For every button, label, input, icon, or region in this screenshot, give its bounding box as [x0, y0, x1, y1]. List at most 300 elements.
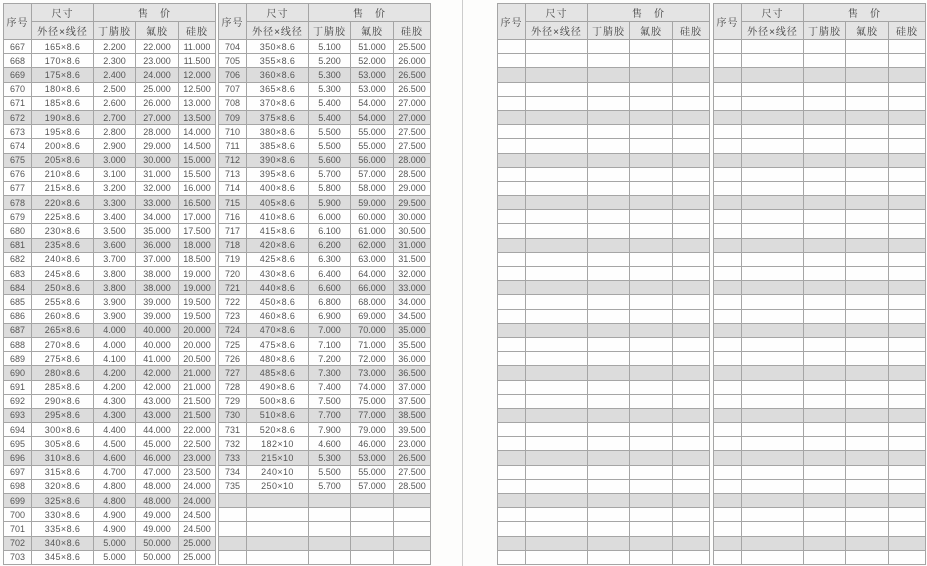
cell-serial [714, 366, 742, 380]
cell-price-fkm [846, 281, 889, 295]
cell-price-nbr: 4.600 [94, 451, 136, 465]
table-row [714, 153, 926, 167]
cell-price-fkm [630, 40, 673, 54]
cell-serial [714, 479, 742, 493]
cell-size: 220×8.6 [32, 196, 94, 210]
cell-price-silicone [889, 380, 926, 394]
table-row [498, 408, 710, 422]
cell-price-fkm: 38.000 [136, 267, 179, 281]
cell-price-fkm [846, 125, 889, 139]
cell-serial: 696 [4, 451, 32, 465]
cell-size: 255×8.6 [32, 295, 94, 309]
cell-price-nbr: 2.700 [94, 110, 136, 124]
cell-price-nbr: 7.900 [309, 423, 351, 437]
table-row [714, 309, 926, 323]
cell-serial: 672 [4, 110, 32, 124]
cell-price-silicone [673, 125, 710, 139]
cell-serial: 692 [4, 394, 32, 408]
table-row [219, 68, 431, 82]
table-row [714, 40, 926, 54]
table-row [498, 323, 710, 337]
cell-size [742, 210, 804, 224]
cell-price-fkm [630, 167, 673, 181]
cell-price-silicone: 28.000 [394, 153, 431, 167]
table-row [714, 408, 926, 422]
cell-price-silicone: 21.500 [179, 408, 216, 422]
cell-size [526, 352, 588, 366]
cell-serial [714, 96, 742, 110]
cell-serial: 693 [4, 408, 32, 422]
cell-size [526, 536, 588, 550]
cell-serial [498, 423, 526, 437]
cell-price-nbr [588, 465, 630, 479]
cell-serial [714, 68, 742, 82]
cell-serial [498, 181, 526, 195]
table-row [498, 352, 710, 366]
cell-serial: 712 [219, 153, 247, 167]
cell-price-fkm: 49.000 [136, 522, 179, 536]
cell-price-silicone: 37.000 [394, 380, 431, 394]
cell-serial: 704 [219, 40, 247, 54]
table-row [4, 380, 216, 394]
cell-price-silicone [673, 451, 710, 465]
cell-serial: 730 [219, 408, 247, 422]
cell-price-nbr: 4.900 [94, 522, 136, 536]
cell-size: 195×8.6 [32, 125, 94, 139]
cell-serial [714, 153, 742, 167]
cell-size [742, 309, 804, 323]
table-row [498, 167, 710, 181]
table-row [714, 352, 926, 366]
cell-price-silicone [889, 110, 926, 124]
cell-serial [498, 196, 526, 210]
cell-size: 500×8.6 [247, 394, 309, 408]
cell-price-silicone [673, 238, 710, 252]
cell-price-nbr: 4.800 [94, 479, 136, 493]
cell-price-silicone: 16.000 [179, 181, 216, 195]
cell-price-nbr [309, 522, 351, 536]
cell-price-nbr: 6.000 [309, 210, 351, 224]
cell-price-nbr: 4.700 [94, 465, 136, 479]
cell-price-silicone: 27.000 [394, 110, 431, 124]
cell-price-silicone: 23.000 [394, 437, 431, 451]
cell-price-silicone [673, 139, 710, 153]
cell-serial: 717 [219, 224, 247, 238]
table-row [714, 337, 926, 351]
cell-price-silicone: 21.500 [179, 394, 216, 408]
cell-price-silicone: 35.000 [394, 323, 431, 337]
cell-price-silicone [394, 508, 431, 522]
cell-price-silicone: 11.500 [179, 54, 216, 68]
header-serial: 序号 [219, 4, 247, 40]
cell-price-silicone [673, 522, 710, 536]
cell-size [742, 522, 804, 536]
cell-size: 245×8.6 [32, 267, 94, 281]
cell-price-fkm [846, 82, 889, 96]
cell-price-nbr [804, 281, 846, 295]
header-nbr-column: 丁腈胶 [309, 22, 351, 40]
table-row [4, 309, 216, 323]
table-row [714, 82, 926, 96]
cell-price-fkm [846, 451, 889, 465]
cell-price-fkm [630, 465, 673, 479]
cell-size [526, 366, 588, 380]
cell-price-fkm: 53.000 [351, 68, 394, 82]
cell-price-fkm: 41.000 [136, 352, 179, 366]
cell-serial: 679 [4, 210, 32, 224]
cell-price-silicone: 20.500 [179, 352, 216, 366]
cell-price-silicone [889, 40, 926, 54]
cell-price-nbr: 7.200 [309, 352, 351, 366]
table-row [219, 281, 431, 295]
cell-size [742, 536, 804, 550]
cell-serial: 711 [219, 139, 247, 153]
cell-price-nbr [804, 125, 846, 139]
cell-size [526, 451, 588, 465]
cell-serial [498, 96, 526, 110]
cell-size [742, 281, 804, 295]
header-nbr-column: 丁腈胶 [588, 22, 630, 40]
cell-price-nbr [804, 423, 846, 437]
cell-price-nbr: 4.100 [94, 352, 136, 366]
table-body [4, 40, 216, 565]
cell-price-silicone [673, 366, 710, 380]
cell-serial [498, 40, 526, 54]
cell-size [247, 494, 309, 508]
cell-serial [714, 196, 742, 210]
cell-price-nbr [804, 408, 846, 422]
cell-price-silicone: 26.500 [394, 82, 431, 96]
cell-price-nbr [588, 181, 630, 195]
header-serial: 序号 [4, 4, 32, 40]
cell-size: 250×10 [247, 479, 309, 493]
cell-size: 275×8.6 [32, 352, 94, 366]
table-row [4, 323, 216, 337]
cell-serial: 680 [4, 224, 32, 238]
table-row [4, 550, 216, 564]
cell-price-fkm: 53.000 [351, 451, 394, 465]
table-row [219, 380, 431, 394]
cell-price-silicone [673, 479, 710, 493]
table-body [498, 40, 710, 565]
cell-price-fkm [846, 522, 889, 536]
table-row [714, 366, 926, 380]
cell-size: 170×8.6 [32, 54, 94, 68]
table-row [714, 508, 926, 522]
table-row [714, 210, 926, 224]
cell-price-fkm: 66.000 [351, 281, 394, 295]
cell-price-nbr: 6.800 [309, 295, 351, 309]
cell-price-nbr: 3.100 [94, 167, 136, 181]
cell-price-nbr [804, 323, 846, 337]
cell-size: 345×8.6 [32, 550, 94, 564]
cell-size [526, 153, 588, 167]
cell-price-nbr: 5.500 [309, 465, 351, 479]
cell-serial: 698 [4, 479, 32, 493]
cell-price-nbr [588, 479, 630, 493]
table-row [4, 167, 216, 181]
cell-price-fkm: 43.000 [136, 408, 179, 422]
cell-price-nbr [588, 196, 630, 210]
cell-serial: 676 [4, 167, 32, 181]
cell-price-fkm: 61.000 [351, 224, 394, 238]
cell-serial: 685 [4, 295, 32, 309]
cell-serial [714, 550, 742, 564]
cell-price-fkm [630, 110, 673, 124]
cell-price-nbr [804, 465, 846, 479]
table-row [714, 181, 926, 195]
cell-price-fkm [630, 96, 673, 110]
cell-price-nbr: 5.400 [309, 96, 351, 110]
cell-size: 365×8.6 [247, 82, 309, 96]
cell-serial [498, 366, 526, 380]
cell-price-nbr: 6.600 [309, 281, 351, 295]
cell-price-nbr [804, 536, 846, 550]
cell-serial [714, 508, 742, 522]
cell-price-fkm: 72.000 [351, 352, 394, 366]
cell-price-silicone [889, 494, 926, 508]
cell-size: 240×10 [247, 465, 309, 479]
cell-price-nbr [588, 394, 630, 408]
cell-serial [219, 536, 247, 550]
table-row [4, 479, 216, 493]
cell-price-nbr [804, 167, 846, 181]
cell-size [526, 252, 588, 266]
cell-price-silicone [889, 167, 926, 181]
price-table-1 [3, 3, 216, 565]
header-size-spec: 外径×线径 [32, 22, 94, 40]
cell-size: 230×8.6 [32, 224, 94, 238]
cell-price-silicone: 24.500 [179, 522, 216, 536]
cell-price-nbr: 7.700 [309, 408, 351, 422]
table-row [498, 295, 710, 309]
table-row [714, 479, 926, 493]
header-nbr-column: 丁腈胶 [804, 22, 846, 40]
table-row [498, 267, 710, 281]
cell-serial [498, 267, 526, 281]
cell-price-fkm: 30.000 [136, 153, 179, 167]
table-row [498, 125, 710, 139]
table-row [498, 68, 710, 82]
cell-price-fkm: 29.000 [136, 139, 179, 153]
table-row [714, 451, 926, 465]
cell-price-fkm [630, 252, 673, 266]
table-row [219, 267, 431, 281]
cell-serial: 710 [219, 125, 247, 139]
cell-size [742, 224, 804, 238]
cell-price-nbr: 5.400 [309, 110, 351, 124]
cell-price-silicone [673, 394, 710, 408]
price-table-4 [713, 3, 926, 565]
cell-price-silicone: 37.500 [394, 394, 431, 408]
cell-price-fkm: 51.000 [351, 40, 394, 54]
cell-price-silicone [673, 210, 710, 224]
cell-size: 415×8.6 [247, 224, 309, 238]
cell-serial: 674 [4, 139, 32, 153]
table-row [219, 40, 431, 54]
cell-price-nbr: 2.600 [94, 96, 136, 110]
cell-price-fkm [351, 536, 394, 550]
cell-size: 185×8.6 [32, 96, 94, 110]
cell-price-nbr [804, 267, 846, 281]
cell-price-fkm: 49.000 [136, 508, 179, 522]
cell-price-silicone: 15.500 [179, 167, 216, 181]
cell-serial: 703 [4, 550, 32, 564]
cell-size: 215×10 [247, 451, 309, 465]
cell-serial [714, 380, 742, 394]
table-row [714, 394, 926, 408]
cell-serial: 731 [219, 423, 247, 437]
cell-price-silicone: 26.000 [394, 54, 431, 68]
cell-size [742, 139, 804, 153]
cell-size [742, 479, 804, 493]
cell-price-nbr [588, 210, 630, 224]
table-row [219, 54, 431, 68]
cell-price-fkm: 45.000 [136, 437, 179, 451]
cell-serial [714, 423, 742, 437]
cell-serial [498, 224, 526, 238]
cell-price-fkm: 63.000 [351, 252, 394, 266]
cell-serial [498, 479, 526, 493]
cell-price-fkm [846, 167, 889, 181]
cell-size [526, 337, 588, 351]
cell-price-fkm: 60.000 [351, 210, 394, 224]
cell-size [742, 437, 804, 451]
cell-price-nbr [588, 167, 630, 181]
cell-price-silicone [673, 437, 710, 451]
table-row [498, 394, 710, 408]
cell-price-fkm [846, 394, 889, 408]
cell-price-nbr [804, 352, 846, 366]
cell-price-nbr: 5.300 [309, 68, 351, 82]
table-row [714, 139, 926, 153]
cell-price-fkm: 50.000 [136, 536, 179, 550]
cell-size: 180×8.6 [32, 82, 94, 96]
cell-serial: 677 [4, 181, 32, 195]
table-row [498, 54, 710, 68]
cell-price-nbr [804, 196, 846, 210]
cell-price-nbr [588, 323, 630, 337]
table-row [219, 437, 431, 451]
header-silicone-column: 硅胶 [179, 22, 216, 40]
cell-size: 240×8.6 [32, 252, 94, 266]
table-row [4, 408, 216, 422]
cell-price-fkm: 68.000 [351, 295, 394, 309]
table-row [4, 40, 216, 54]
cell-price-nbr [804, 309, 846, 323]
cell-serial [498, 494, 526, 508]
cell-price-fkm: 56.000 [351, 153, 394, 167]
cell-price-silicone [889, 68, 926, 82]
cell-price-nbr [804, 82, 846, 96]
table-row [714, 196, 926, 210]
cell-price-nbr: 3.700 [94, 252, 136, 266]
cell-price-nbr: 7.400 [309, 380, 351, 394]
table-row [4, 125, 216, 139]
header-price-group: 售 价 [588, 4, 710, 22]
cell-price-fkm [351, 550, 394, 564]
cell-size [526, 408, 588, 422]
cell-price-silicone [889, 252, 926, 266]
cell-size: 260×8.6 [32, 309, 94, 323]
cell-price-fkm [630, 224, 673, 238]
cell-price-fkm: 62.000 [351, 238, 394, 252]
cell-size [742, 54, 804, 68]
table-row [498, 494, 710, 508]
table-row [219, 494, 431, 508]
cell-price-fkm [846, 68, 889, 82]
cell-size [742, 323, 804, 337]
cell-price-nbr [588, 408, 630, 422]
cell-serial: 683 [4, 267, 32, 281]
table-row [219, 451, 431, 465]
cell-serial: 729 [219, 394, 247, 408]
cell-price-fkm [630, 295, 673, 309]
cell-serial [714, 40, 742, 54]
header-nbr-column: 丁腈胶 [94, 22, 136, 40]
cell-price-nbr: 6.200 [309, 238, 351, 252]
header-fkm-column: 氟胶 [630, 22, 673, 40]
cell-size: 300×8.6 [32, 423, 94, 437]
cell-price-nbr: 3.800 [94, 267, 136, 281]
cell-price-fkm [846, 337, 889, 351]
cell-serial: 691 [4, 380, 32, 394]
cell-size: 290×8.6 [32, 394, 94, 408]
cell-price-fkm: 55.000 [351, 125, 394, 139]
cell-price-silicone [673, 40, 710, 54]
cell-price-nbr [804, 252, 846, 266]
cell-price-fkm [630, 153, 673, 167]
cell-serial [498, 252, 526, 266]
table-row [4, 224, 216, 238]
cell-serial [714, 82, 742, 96]
cell-price-fkm [846, 309, 889, 323]
cell-serial: 671 [4, 96, 32, 110]
cell-serial: 667 [4, 40, 32, 54]
cell-price-silicone [673, 309, 710, 323]
cell-serial [498, 54, 526, 68]
cell-price-silicone [673, 337, 710, 351]
table-row [714, 238, 926, 252]
cell-price-silicone: 33.000 [394, 281, 431, 295]
cell-serial: 721 [219, 281, 247, 295]
cell-size: 405×8.6 [247, 196, 309, 210]
cell-serial [714, 309, 742, 323]
table-row [4, 536, 216, 550]
cell-price-nbr: 3.600 [94, 238, 136, 252]
cell-size: 310×8.6 [32, 451, 94, 465]
cell-price-fkm [630, 408, 673, 422]
cell-serial [714, 408, 742, 422]
cell-price-fkm [351, 522, 394, 536]
cell-price-fkm [846, 54, 889, 68]
table-row [219, 550, 431, 564]
cell-price-silicone: 26.500 [394, 451, 431, 465]
cell-size: 370×8.6 [247, 96, 309, 110]
table-row [219, 224, 431, 238]
cell-size [742, 494, 804, 508]
cell-price-nbr: 5.300 [309, 82, 351, 96]
cell-price-silicone: 27.000 [394, 96, 431, 110]
cell-serial: 733 [219, 451, 247, 465]
cell-size [526, 68, 588, 82]
cell-size: 205×8.6 [32, 153, 94, 167]
cell-price-silicone: 29.000 [394, 181, 431, 195]
table-row [4, 181, 216, 195]
cell-price-fkm [630, 54, 673, 68]
cell-price-fkm: 34.000 [136, 210, 179, 224]
cell-size [526, 125, 588, 139]
